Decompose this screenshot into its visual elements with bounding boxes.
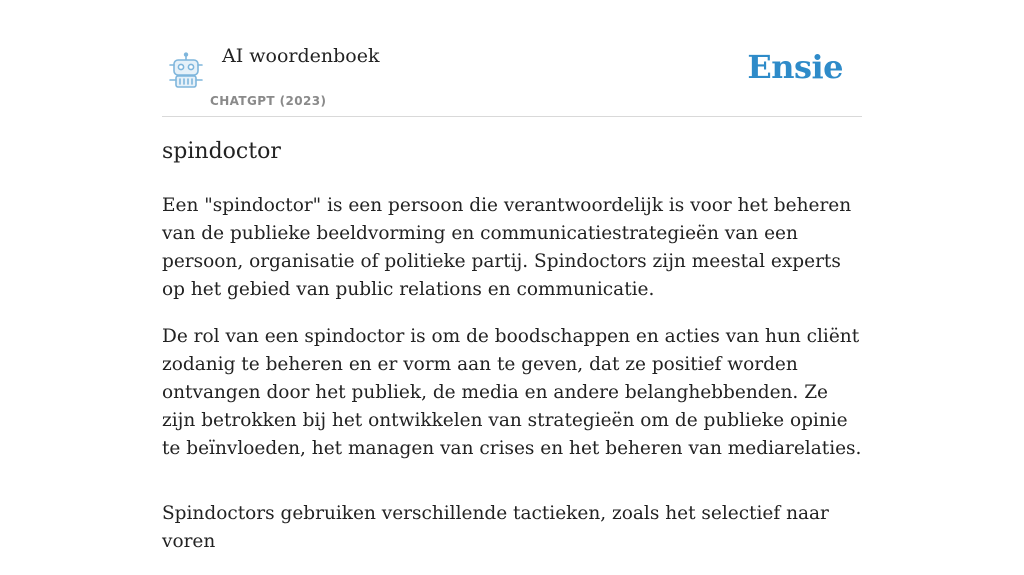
dictionary-source: CHATGPT (2023) xyxy=(210,94,327,108)
dictionary-title[interactable]: AI woordenboek xyxy=(222,45,380,67)
header xyxy=(162,0,862,117)
entry-body xyxy=(162,192,862,575)
robot-icon xyxy=(166,52,206,90)
entry-paragraph: Spindoctors gebruiken verschillende tactieken, zoals het selectief naar voren xyxy=(162,503,829,552)
entry-title: spindoctor xyxy=(162,139,281,164)
entry-paragraph: De rol van een spindoctor is om de boodschappen en acties van hun cliënt zodanig te beheren en er vorm aan te geven, dat ze positief worden ontvangen door het publiek, de media en andere belanghebbenden. Ze zijn betrokken bij het ontwikkelen van strategieën om de publieke opinie te beïnvloeden, het managen van crises en het beheren van mediarelaties. xyxy=(162,326,862,459)
entry-paragraph: Een "spindoctor" is een persoon die verantwoordelijk is voor het beheren van de publieke beeldvorming en communicatiestrategieën van een persoon, organisatie of politieke partij. Spindoctors zijn meestal experts op het gebied van public relations en communicatie. xyxy=(162,195,852,300)
brand-logo[interactable]: Ensie xyxy=(747,48,843,86)
